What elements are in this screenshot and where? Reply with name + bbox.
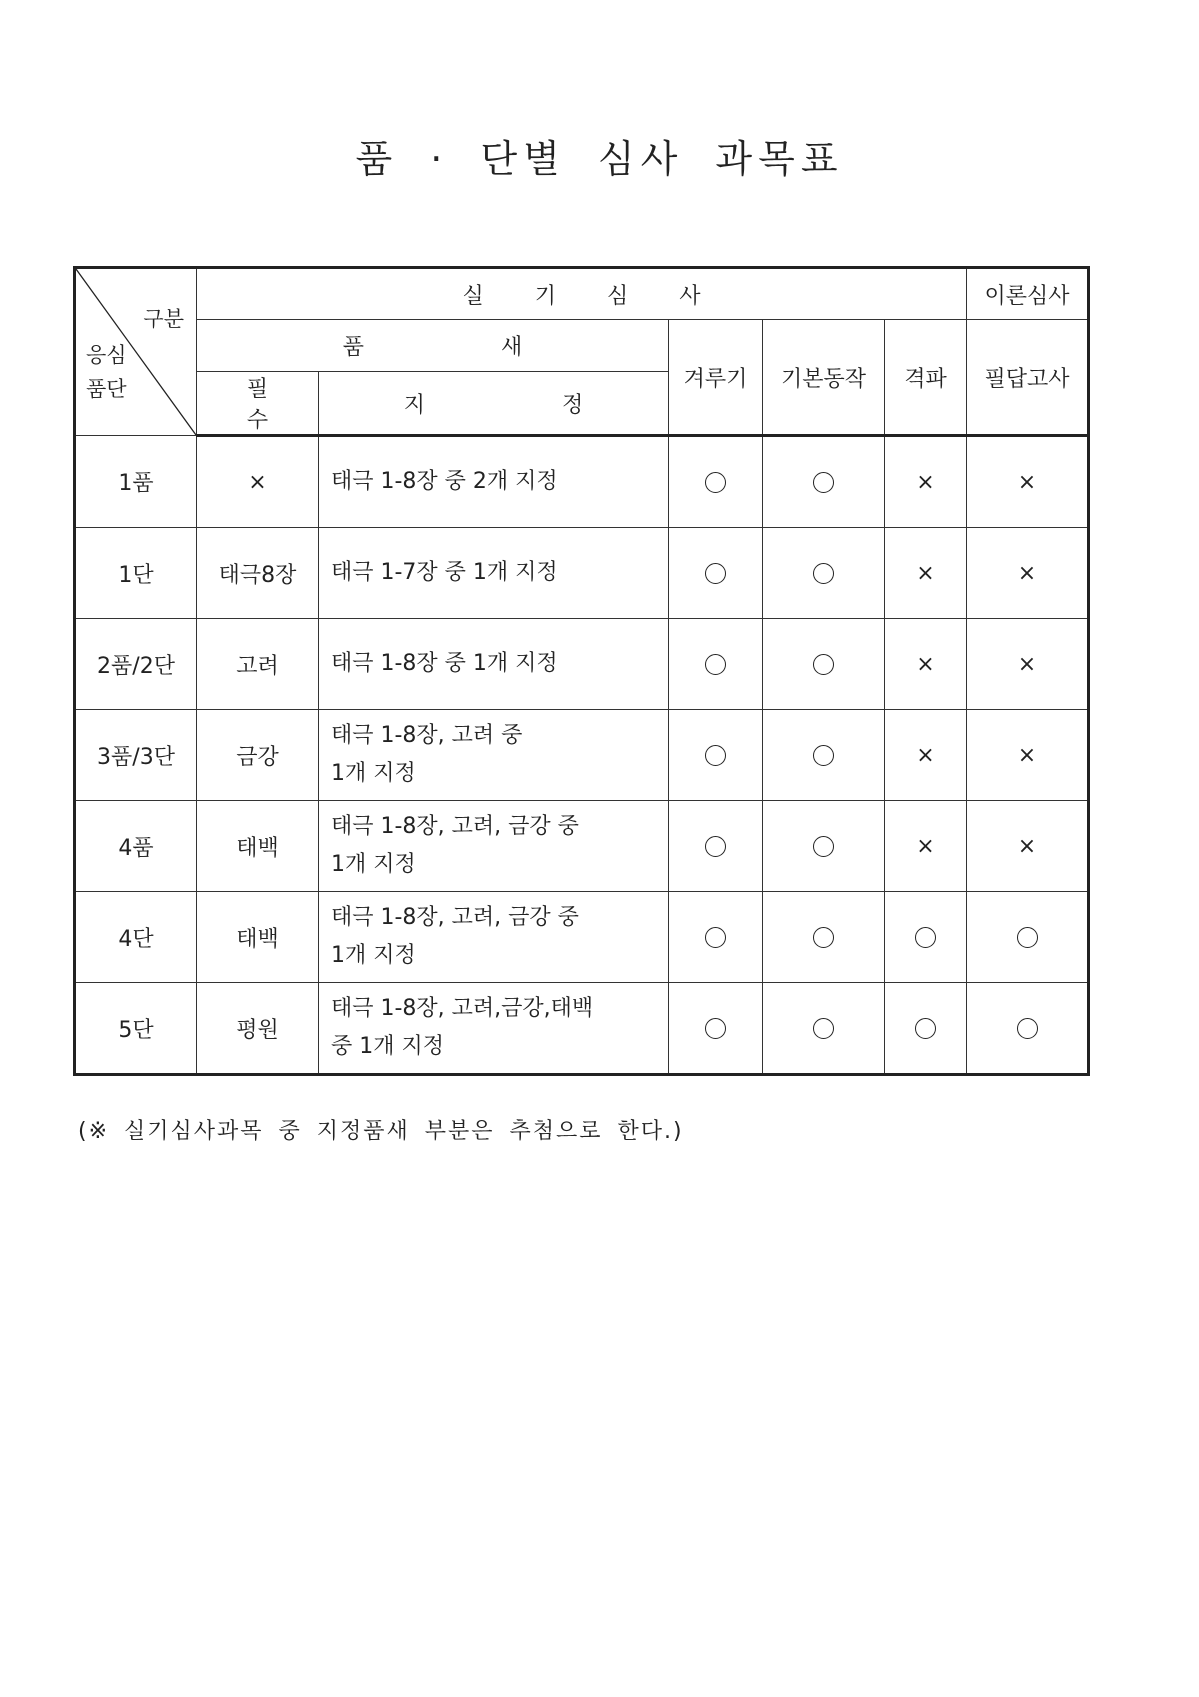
circle-mark-icon — [813, 927, 834, 948]
circle-mark-icon — [1017, 1018, 1038, 1039]
designated-line-1: 태극 1-8장, 고려 중 — [331, 723, 523, 748]
designated-cell — [319, 801, 669, 892]
required-cell: 태백 — [197, 892, 319, 983]
basic-cell — [763, 892, 885, 983]
required-cell: 평원 — [197, 983, 319, 1075]
designated-line-1: 태극 1-8장, 고려, 금강 중 — [331, 905, 579, 930]
sparring-cell — [669, 436, 763, 528]
circle-mark-icon — [813, 745, 834, 766]
grade-cell: 5단 — [75, 983, 197, 1075]
breaking-cell: × — [885, 710, 967, 801]
grade-cell: 2품/2단 — [75, 619, 197, 710]
written-cell — [967, 983, 1089, 1075]
sparring-header: 겨루기 — [669, 320, 763, 436]
required-cell: 금강 — [197, 710, 319, 801]
required-cell: 고려 — [197, 619, 319, 710]
designated-header: 지 정 — [319, 372, 669, 436]
basic-cell — [763, 436, 885, 528]
circle-mark-icon — [915, 927, 936, 948]
designated-line-2: 중 1개 지정 — [331, 1034, 444, 1059]
breaking-cell: × — [885, 619, 967, 710]
written-cell: × — [967, 619, 1089, 710]
table-row — [75, 892, 1089, 983]
poomsae-header: 품 새 — [197, 320, 669, 372]
designated-line-2: 1개 지정 — [331, 761, 416, 786]
breaking-cell: × — [885, 801, 967, 892]
designated-cell — [319, 892, 669, 983]
circle-mark-icon — [813, 563, 834, 584]
circle-mark-icon — [705, 1018, 726, 1039]
grade-cell: 4품 — [75, 801, 197, 892]
written-cell: × — [967, 436, 1089, 528]
grade-cell: 1단 — [75, 528, 197, 619]
circle-mark-icon — [813, 1018, 834, 1039]
table-row — [75, 983, 1089, 1075]
table-row — [75, 710, 1089, 801]
basic-moves-header: 기본동작 — [763, 320, 885, 436]
table-row — [75, 528, 1089, 619]
written-exam-header: 필답고사 — [967, 320, 1089, 436]
circle-mark-icon — [813, 472, 834, 493]
designated-cell — [319, 710, 669, 801]
table-row — [75, 436, 1089, 528]
footnote: (※ 실기심사과목 중 지정품새 부분은 추첨으로 한다.) — [78, 1119, 684, 1144]
breaking-header: 격파 — [885, 320, 967, 436]
circle-mark-icon — [1017, 927, 1038, 948]
grade-cell: 3품/3단 — [75, 710, 197, 801]
designated-cell: 태극 1-8장 중 1개 지정 — [319, 619, 669, 710]
category-label: 구분 — [143, 307, 184, 331]
written-cell: × — [967, 710, 1089, 801]
written-cell — [967, 892, 1089, 983]
required-header: 필 수 — [197, 372, 319, 436]
sparring-cell — [669, 710, 763, 801]
breaking-cell: × — [885, 528, 967, 619]
sparring-cell — [669, 528, 763, 619]
circle-mark-icon — [705, 927, 726, 948]
grade-cell: 4단 — [75, 892, 197, 983]
applicant-label: 응심 — [86, 343, 127, 367]
designated-line-1: 태극 1-8장, 고려,금강,태백 — [331, 996, 594, 1021]
circle-mark-icon — [705, 745, 726, 766]
designated-line-1: 태극 1-8장, 고려, 금강 중 — [331, 814, 579, 839]
basic-cell — [763, 710, 885, 801]
designated-cell: 태극 1-8장 중 2개 지정 — [319, 436, 669, 528]
basic-cell — [763, 983, 885, 1075]
designated-line-2: 1개 지정 — [331, 943, 416, 968]
theory-exam-header: 이론심사 — [967, 268, 1089, 320]
basic-cell — [763, 528, 885, 619]
circle-mark-icon — [705, 654, 726, 675]
required-cell: × — [197, 436, 319, 528]
exam-subjects-table — [73, 266, 1090, 1076]
sparring-cell — [669, 892, 763, 983]
circle-mark-icon — [813, 654, 834, 675]
practical-exam-header: 실 기 심 사 — [197, 268, 967, 320]
circle-mark-icon — [915, 1018, 936, 1039]
designated-line-2: 1개 지정 — [331, 852, 416, 877]
grade-cell: 1품 — [75, 436, 197, 528]
grade-label: 품단 — [86, 377, 127, 401]
circle-mark-icon — [705, 836, 726, 857]
basic-cell — [763, 619, 885, 710]
corner-header-cell — [75, 268, 197, 436]
designated-cell: 태극 1-7장 중 1개 지정 — [319, 528, 669, 619]
breaking-cell — [885, 892, 967, 983]
sparring-cell — [669, 983, 763, 1075]
page-title: 품 · 단별 심사 과목표 — [355, 137, 844, 181]
circle-mark-icon — [705, 472, 726, 493]
required-cell: 태극8장 — [197, 528, 319, 619]
table-row — [75, 801, 1089, 892]
designated-cell — [319, 983, 669, 1075]
circle-mark-icon — [813, 836, 834, 857]
written-cell: × — [967, 801, 1089, 892]
sparring-cell — [669, 801, 763, 892]
breaking-cell — [885, 983, 967, 1075]
circle-mark-icon — [705, 563, 726, 584]
breaking-cell: × — [885, 436, 967, 528]
written-cell: × — [967, 528, 1089, 619]
table-row — [75, 619, 1089, 710]
required-cell: 태백 — [197, 801, 319, 892]
sparring-cell — [669, 619, 763, 710]
basic-cell — [763, 801, 885, 892]
